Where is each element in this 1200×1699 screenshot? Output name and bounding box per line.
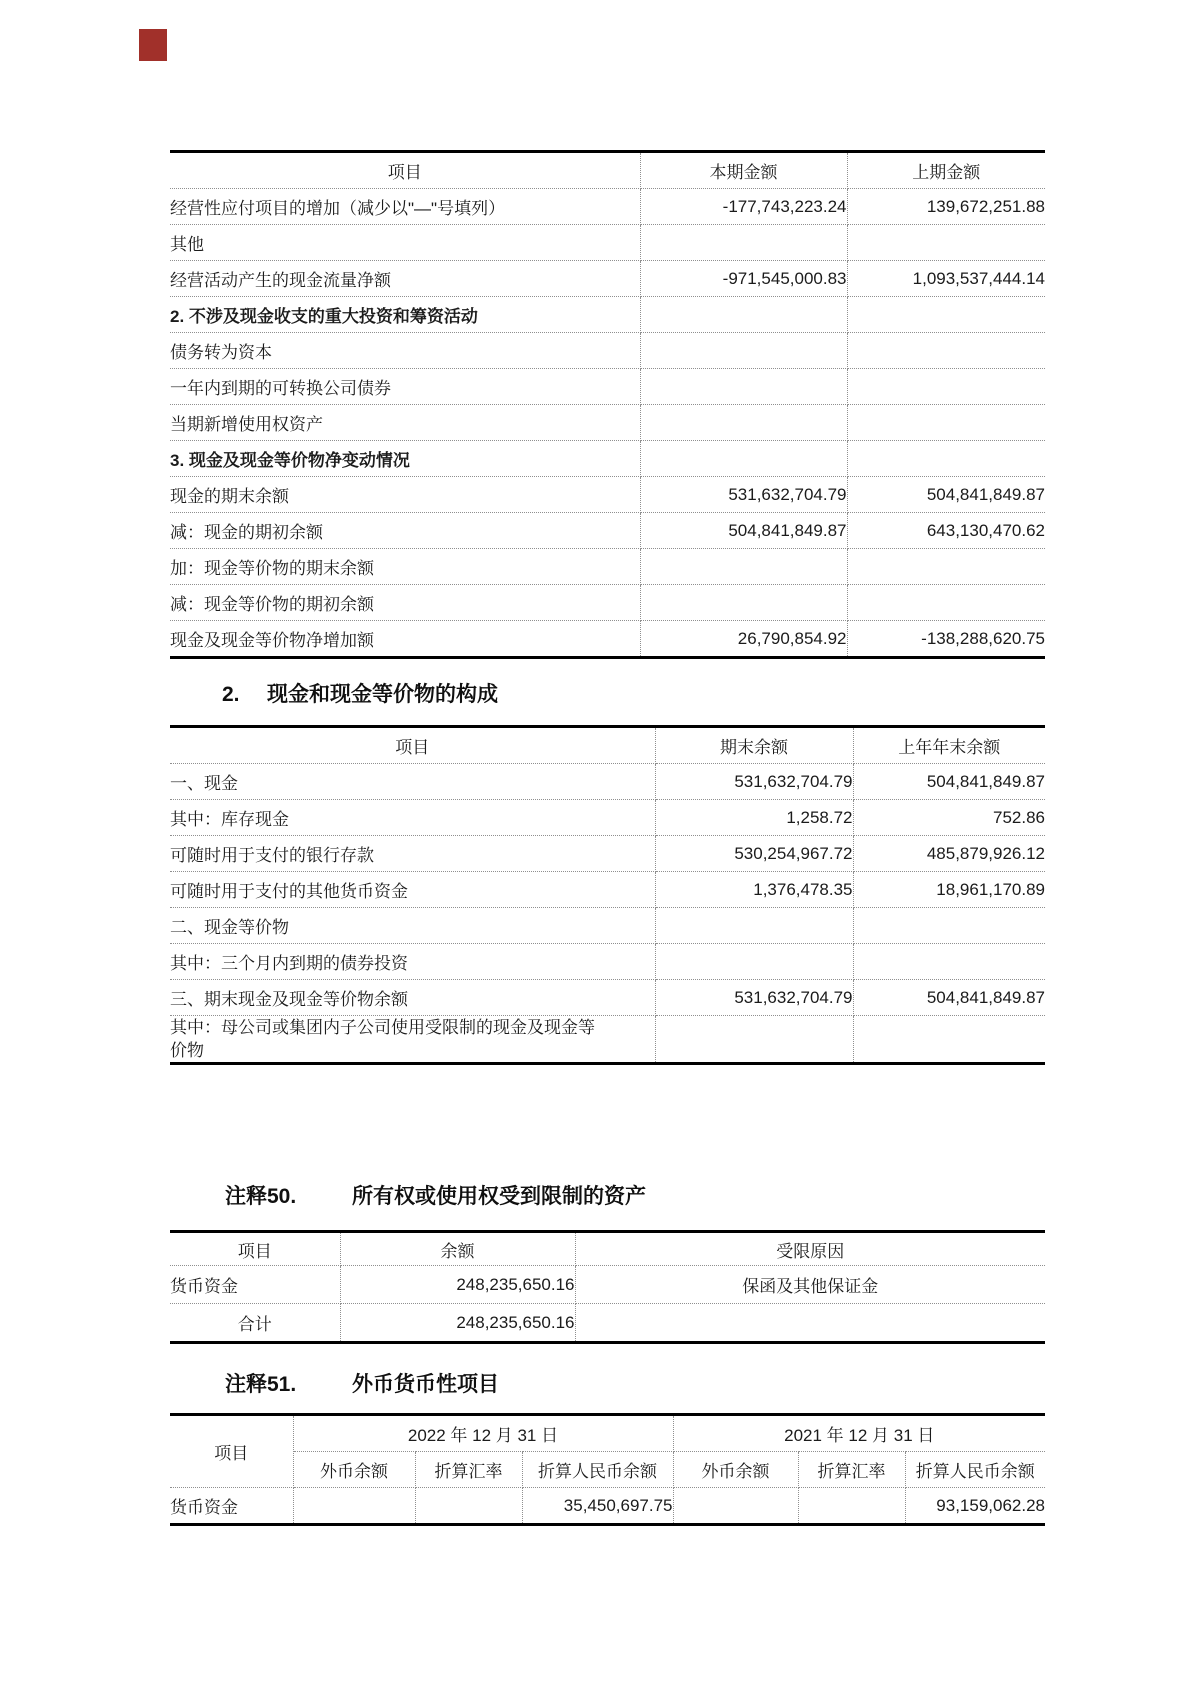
ending-balance-cell: 1,376,478.35 [655, 872, 853, 908]
current-amount-cell [640, 405, 847, 441]
table-header-row [170, 727, 1045, 764]
prior-amount-cell: 504,841,849.87 [847, 477, 1045, 513]
prior-amount-cell: 139,672,251.88 [847, 189, 1045, 225]
cashflow-supplement-table [170, 150, 1045, 659]
column-header-cny-balance-2022: 折算人民币余额 [522, 1452, 673, 1488]
table-row [170, 549, 1045, 585]
table-row [170, 980, 1045, 1016]
total-label-cell: 合计 [170, 1304, 340, 1343]
prior-amount-cell [847, 225, 1045, 261]
table-row [170, 836, 1045, 872]
note50-title: 所有权或使用权受到限制的资产 [352, 1185, 646, 1208]
cny-balance-2021-cell: 93,159,062.28 [936, 1495, 1046, 1515]
table-row [170, 369, 1045, 405]
column-group-2022: 2022 年 12 月 31 日 [293, 1415, 673, 1452]
item-cell: 加：现金等价物的期末余额 [170, 549, 640, 585]
column-header-item: 项目 [170, 1232, 340, 1266]
column-header-fc-balance-2022: 外币余额 [293, 1452, 415, 1488]
prior-amount-cell: 643,130,470.62 [847, 513, 1045, 549]
note50-number: 注释50. [225, 1185, 297, 1208]
column-header-ending: 期末余额 [655, 727, 853, 764]
item-cell: 债务转为资本 [170, 333, 640, 369]
cash-composition-table [170, 725, 1045, 1065]
item-cell: 当期新增使用权资产 [170, 405, 640, 441]
table-header-row [170, 1415, 1045, 1452]
item-cell: 现金的期末余额 [170, 477, 640, 513]
current-amount-cell: -971,545,000.83 [640, 261, 847, 297]
table-subheader-row [170, 1452, 1045, 1488]
current-amount-cell [640, 297, 847, 333]
cny-balance-2022-cell: 35,450,697.75 [522, 1488, 673, 1525]
column-header-fc-balance-2021: 外币余额 [673, 1452, 798, 1488]
column-header-cny-balance-2021: 折算人民币余额 [905, 1452, 1045, 1488]
beginning-balance-cell: 504,841,849.87 [853, 764, 1045, 800]
item-cell: 可随时用于支付的银行存款 [170, 836, 655, 872]
table-header-row [170, 152, 1045, 189]
current-amount-cell: 26,790,854.92 [640, 621, 847, 658]
table-row [170, 1266, 1045, 1304]
section-number: 2. [222, 683, 240, 706]
table-row [170, 477, 1045, 513]
beginning-balance-cell [853, 908, 1045, 944]
current-amount-cell [640, 585, 847, 621]
ending-balance-cell: 531,632,704.79 [655, 764, 853, 800]
beginning-balance-cell [853, 1016, 1045, 1064]
item-cell: 现金及现金等价物净增加额 [170, 621, 640, 658]
table-row [170, 1016, 1045, 1064]
column-header-current: 本期金额 [640, 152, 847, 189]
current-amount-cell [640, 549, 847, 585]
column-header-beginning: 上年年末余额 [853, 727, 1045, 764]
foreign-currency-table [170, 1413, 1045, 1526]
ending-balance-cell: 1,258.72 [655, 800, 853, 836]
current-amount-cell [640, 369, 847, 405]
current-amount-cell: -177,743,223.24 [640, 189, 847, 225]
item-cell: 其他 [170, 225, 640, 261]
restricted-assets-table [170, 1230, 1045, 1344]
table-section-row [170, 297, 1045, 333]
beginning-balance-cell [853, 944, 1045, 980]
table-row [170, 872, 1045, 908]
item-cell: 3. 现金及现金等价物净变动情况 [170, 441, 640, 477]
section-title: 现金和现金等价物的构成 [267, 683, 498, 706]
item-cell: 减：现金等价物的期初余额 [170, 585, 640, 621]
table-section-row [170, 441, 1045, 477]
column-header-rate-2021: 折算汇率 [798, 1452, 905, 1488]
column-group-2021: 2021 年 12 月 31 日 [673, 1415, 1045, 1452]
item-cell: 2. 不涉及现金收支的重大投资和筹资活动 [170, 297, 640, 333]
item-cell: 货币资金 [170, 1266, 340, 1304]
table-row [170, 513, 1045, 549]
balance-cell: 248,235,650.16 [340, 1304, 575, 1343]
item-cell: 可随时用于支付的其他货币资金 [170, 872, 655, 908]
item-cell: 减：现金的期初余额 [170, 513, 640, 549]
rate-2022-cell [415, 1488, 522, 1525]
prior-amount-cell [847, 405, 1045, 441]
current-amount-cell [640, 333, 847, 369]
table-row [170, 1304, 1045, 1343]
rate-2021-cell [798, 1488, 905, 1525]
ending-balance-cell [655, 908, 853, 944]
item-cell: 经营性应付项目的增加（减少以"—"号填列） [170, 189, 640, 225]
column-header-balance: 余额 [340, 1232, 575, 1266]
column-header-prior: 上期金额 [847, 152, 1045, 189]
table-row [170, 764, 1045, 800]
item-cell: 一年内到期的可转换公司债券 [170, 369, 640, 405]
beginning-balance-cell: 504,841,849.87 [853, 980, 1045, 1016]
prior-amount-cell [847, 369, 1045, 405]
table-row [170, 405, 1045, 441]
table-row [170, 944, 1045, 980]
table-row [170, 1488, 1045, 1525]
beginning-balance-cell: 485,879,926.12 [853, 836, 1045, 872]
column-header-reason: 受限原因 [575, 1232, 1045, 1266]
prior-amount-cell [847, 585, 1045, 621]
current-amount-cell: 531,632,704.79 [640, 477, 847, 513]
item-cell: 二、现金等价物 [170, 908, 655, 944]
ending-balance-cell [655, 944, 853, 980]
prior-amount-cell [847, 297, 1045, 333]
note51-number: 注释51. [225, 1373, 297, 1396]
table-row [170, 333, 1045, 369]
ending-balance-cell [655, 1016, 853, 1064]
item-cell: 其中：库存现金 [170, 800, 655, 836]
item-cell: 三、期末现金及现金等价物余额 [170, 980, 655, 1016]
table-row [170, 800, 1045, 836]
item-cell: 货币资金 [170, 1488, 293, 1525]
note50-heading [225, 1182, 646, 1212]
current-amount-cell [640, 225, 847, 261]
table-row [170, 189, 1045, 225]
prior-amount-cell [847, 549, 1045, 585]
prior-amount-cell [847, 333, 1045, 369]
table-row [170, 908, 1045, 944]
item-cell: 其中：三个月内到期的债券投资 [170, 944, 655, 980]
current-amount-cell: 504,841,849.87 [640, 513, 847, 549]
balance-cell: 248,235,650.16 [340, 1266, 575, 1304]
ending-balance-cell: 531,632,704.79 [655, 980, 853, 1016]
column-header-item: 项目 [170, 1415, 293, 1488]
reason-cell [575, 1304, 1045, 1343]
ending-balance-cell: 530,254,967.72 [655, 836, 853, 872]
item-label: 其中：母公司或集团内子公司使用受限制的现金及现金等价物 [170, 1018, 595, 1060]
item-cell [170, 1016, 655, 1064]
table-row [170, 585, 1045, 621]
column-header-item: 项目 [170, 152, 640, 189]
table-row [170, 621, 1045, 658]
table-row [170, 225, 1045, 261]
fc-balance-2022-cell [293, 1488, 415, 1525]
fc-balance-2021-cell [673, 1488, 798, 1525]
current-amount-cell [640, 441, 847, 477]
item-cell: 经营活动产生的现金流量净额 [170, 261, 640, 297]
section-heading [222, 680, 498, 710]
column-header-rate-2022: 折算汇率 [415, 1452, 522, 1488]
red-stamp-mark [139, 29, 167, 61]
column-header-item: 项目 [170, 727, 655, 764]
table-header-row [170, 1232, 1045, 1266]
note51-title: 外币货币性项目 [352, 1373, 499, 1396]
prior-amount-cell: 1,093,537,444.14 [847, 261, 1045, 297]
table-row [170, 261, 1045, 297]
beginning-balance-cell: 18,961,170.89 [853, 872, 1045, 908]
note51-heading [225, 1370, 499, 1400]
beginning-balance-cell: 752.86 [853, 800, 1045, 836]
item-cell: 一、现金 [170, 764, 655, 800]
reason-cell: 保函及其他保证金 [575, 1266, 1045, 1304]
prior-amount-cell [847, 441, 1045, 477]
prior-amount-cell: -138,288,620.75 [921, 628, 1045, 648]
